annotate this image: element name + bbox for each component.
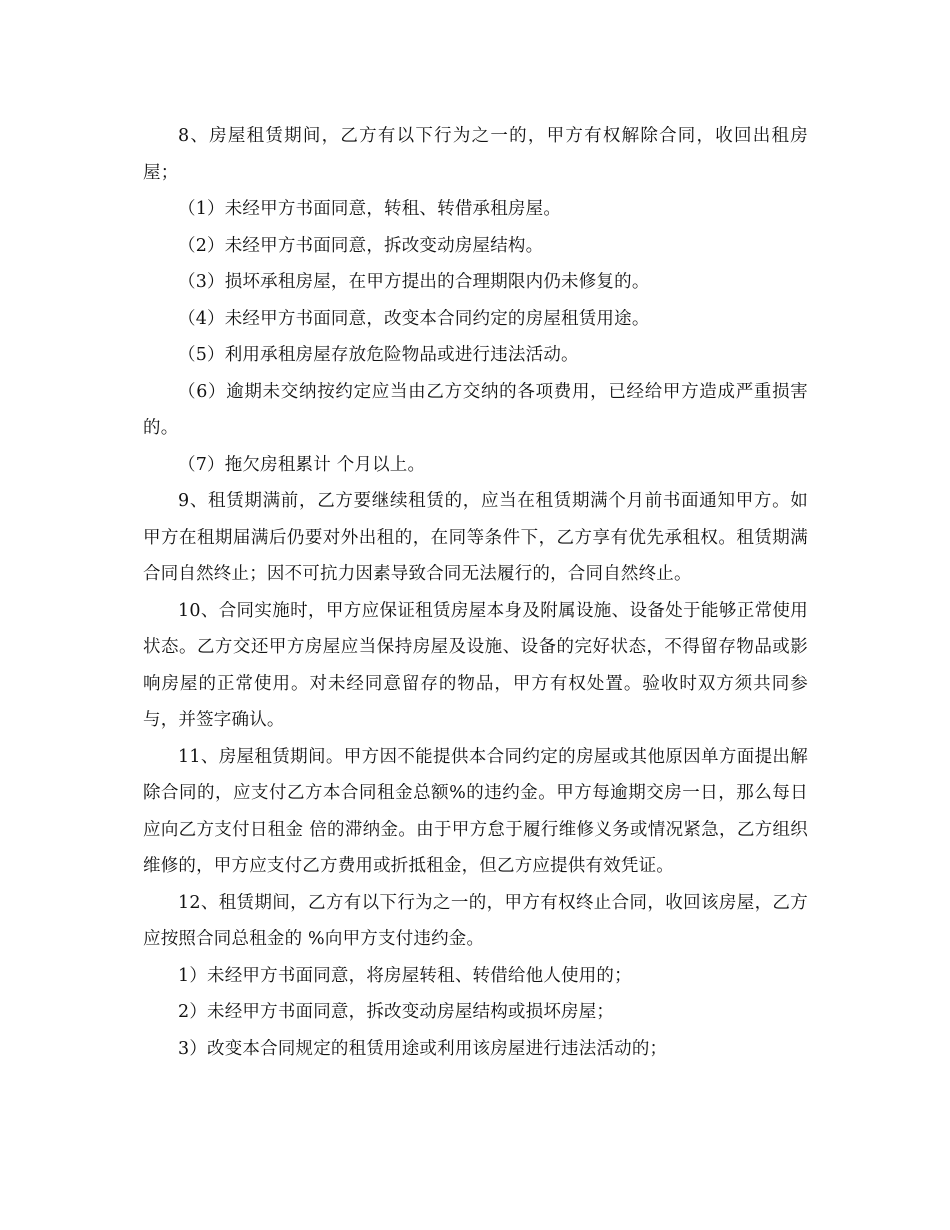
clause-8-item-7: （7）拖欠房租累计 个月以上。 [178, 454, 426, 475]
clause-8-item-1: （1）未经甲方书面同意，转租、转借承租房屋。 [178, 199, 562, 219]
clause-12-item-1: 1）未经甲方书面同意，将房屋转租、转借给他人使用的； [178, 965, 632, 986]
clause-8-item-4: （4）未经甲方书面同意，改变本合同约定的房屋租赁用途。 [178, 308, 650, 329]
clause-8: 8、房屋租赁期间，乙方有以下行为之一的，甲方有权解除合同，收回出租房屋； [143, 126, 808, 183]
clause-9: 9、租赁期满前，乙方要继续租赁的，应当在租赁期满个月前书面通知甲方。如甲方在租期届满后仍要对外出租的，在同等条件下，乙方享有优先承租权。租赁期满合同自然终止；因不可抗力因素导致合同无法履行的，合同自然终止。 [143, 491, 808, 584]
clause-8-item-2: （2）未经甲方书面同意，拆改变动房屋结构。 [178, 235, 544, 256]
clause-11: 11、房屋租赁期间。甲方因不能提供本合同约定的房屋或其他原因单方面提出解除合同的，应支付乙方本合同租金总额%的违约金。甲方每逾期交房一日，那么每日应向乙方支付日租金 倍的滞纳金。由于甲方怠于履行维修义务或情况紧急，乙方组织维修的，甲方应支付乙方费用或折抵租金，但乙方应提供有效凭证。 [143, 746, 808, 876]
clause-12-item-2: 2）未经甲方书面同意，拆改变动房屋结构或损坏房屋； [178, 1002, 615, 1022]
document-body [143, 118, 808, 1067]
clause-8-item-5: （5）利用承租房屋存放危险物品或进行违法活动。 [178, 345, 579, 365]
clause-8-item-3: （3）损坏承租房屋，在甲方提出的合理期限内仍未修复的。 [178, 272, 650, 292]
clause-10: 10、合同实施时，甲方应保证租赁房屋本身及附属设施、设备处于能够正常使用状态。乙方交还甲方房屋应当保持房屋及设施、设备的完好状态，不得留存物品或影响房屋的正常使用。对未经同意留存的物品，甲方有权处置。验收时双方须共同参与，并签字确认。 [143, 600, 808, 730]
clause-8-item-6: （6）逾期未交纳按约定应当由乙方交纳的各项费用，已经给甲方造成严重损害的。 [143, 381, 808, 438]
clause-12: 12、租赁期间，乙方有以下行为之一的，甲方有权终止合同，收回该房屋，乙方应按照合同总租金的 %向甲方支付违约金。 [143, 892, 808, 949]
clause-12-item-3: 3）改变本合同规定的租赁用途或利用该房屋进行违法活动的； [178, 1038, 668, 1059]
